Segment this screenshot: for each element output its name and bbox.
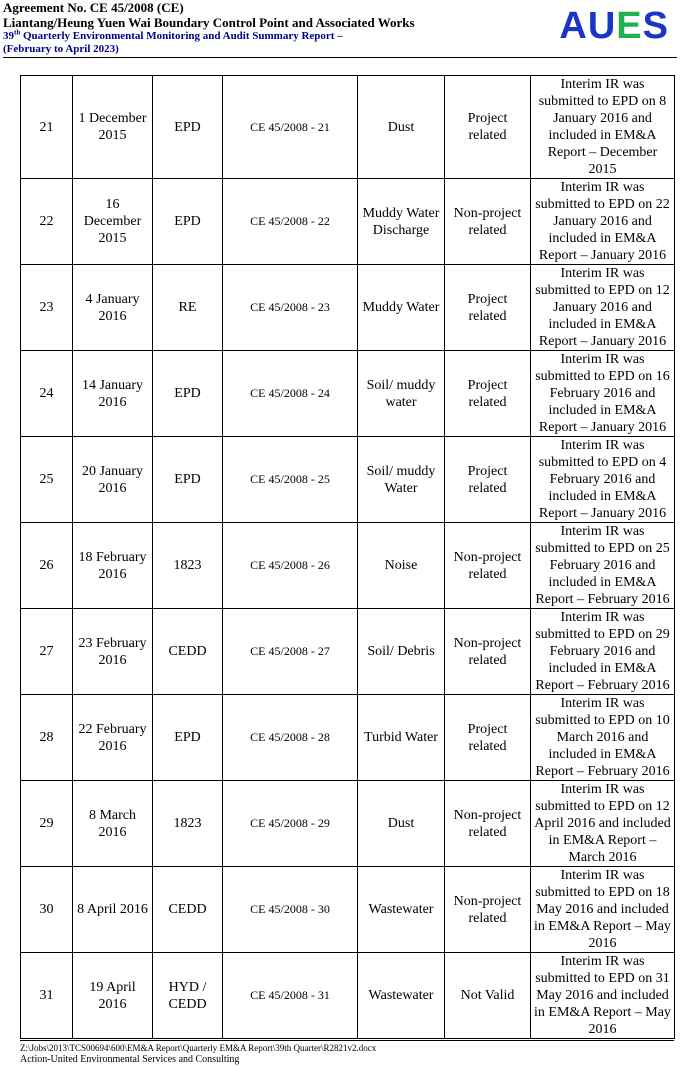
cell-date: 16 December 2015 <box>73 179 153 265</box>
cell-action: Interim IR was submitted to EPD on 8 January 2016 and included in EM&A Report – December 2015 <box>531 76 675 179</box>
cell-received-by: CEDD <box>153 609 223 695</box>
footer-divider <box>20 1040 674 1041</box>
cell-nature: Soil/ muddy Water <box>358 437 445 523</box>
table-row <box>21 437 675 523</box>
cell-number: 30 <box>21 867 73 953</box>
table-row <box>21 867 675 953</box>
cell-number: 25 <box>21 437 73 523</box>
cell-received-by: EPD <box>153 695 223 781</box>
cell-date: 8 April 2016 <box>73 867 153 953</box>
table-row <box>21 523 675 609</box>
cell-action: Interim IR was submitted to EPD on 10 March 2016 and included in EM&A Report – February 2016 <box>531 695 675 781</box>
cell-reference: CE 45/2008 - 28 <box>223 695 358 781</box>
cell-received-by: RE <box>153 265 223 351</box>
cell-number: 27 <box>21 609 73 695</box>
cell-action: Interim IR was submitted to EPD on 12 April 2016 and included in EM&A Report – March 2016 <box>531 781 675 867</box>
cell-nature: Muddy Water Discharge <box>358 179 445 265</box>
cell-received-by: HYD / CEDD <box>153 953 223 1039</box>
table-row <box>21 76 675 179</box>
cell-status: Non-project related <box>445 523 531 609</box>
cell-number: 28 <box>21 695 73 781</box>
document-header <box>3 0 677 58</box>
cell-status: Non-project related <box>445 867 531 953</box>
report-period: (February to April 2023) <box>3 43 119 55</box>
cell-reference: CE 45/2008 - 24 <box>223 351 358 437</box>
cell-received-by: EPD <box>153 437 223 523</box>
cell-status: Project related <box>445 437 531 523</box>
cell-status: Not Valid <box>445 953 531 1039</box>
cell-action: Interim IR was submitted to EPD on 22 January 2016 and included in EM&A Report – January 2016 <box>531 179 675 265</box>
cell-nature: Dust <box>358 781 445 867</box>
cell-action: Interim IR was submitted to EPD on 18 May 2016 and included in EM&A Report – May 2016 <box>531 867 675 953</box>
cell-date: 18 February 2016 <box>73 523 153 609</box>
cell-reference: CE 45/2008 - 25 <box>223 437 358 523</box>
cell-date: 14 January 2016 <box>73 351 153 437</box>
table-row <box>21 179 675 265</box>
cell-nature: Dust <box>358 76 445 179</box>
cell-nature: Wastewater <box>358 867 445 953</box>
cell-action: Interim IR was submitted to EPD on 29 February 2016 and included in EM&A Report – February 2016 <box>531 609 675 695</box>
cell-reference: CE 45/2008 - 26 <box>223 523 358 609</box>
cell-reference: CE 45/2008 - 27 <box>223 609 358 695</box>
cell-date: 23 February 2016 <box>73 609 153 695</box>
cell-received-by: 1823 <box>153 523 223 609</box>
cell-action: Interim IR was submitted to EPD on 31 May 2016 and included in EM&A Report – May 2016 <box>531 953 675 1039</box>
cell-received-by: EPD <box>153 351 223 437</box>
cell-nature: Soil/ Debris <box>358 609 445 695</box>
cell-date: 4 January 2016 <box>73 265 153 351</box>
header-divider <box>3 57 677 58</box>
cell-action: Interim IR was submitted to EPD on 4 February 2016 and included in EM&A Report – January 2016 <box>531 437 675 523</box>
cell-action: Interim IR was submitted to EPD on 25 February 2016 and included in EM&A Report – February 2016 <box>531 523 675 609</box>
cell-reference: CE 45/2008 - 30 <box>223 867 358 953</box>
cell-status: Non-project related <box>445 781 531 867</box>
table-row <box>21 609 675 695</box>
cell-reference: CE 45/2008 - 31 <box>223 953 358 1039</box>
cell-status: Project related <box>445 265 531 351</box>
table-row <box>21 953 675 1039</box>
cell-date: 8 March 2016 <box>73 781 153 867</box>
cell-number: 24 <box>21 351 73 437</box>
cell-nature: Muddy Water <box>358 265 445 351</box>
cell-received-by: EPD <box>153 179 223 265</box>
cell-number: 29 <box>21 781 73 867</box>
file-path: Z:\Jobs\2013\TCS00694\600\EM&A Report\Quarterly EM&A Report\39th Quarter\R2821v2.docx <box>20 1043 377 1053</box>
table-row <box>21 265 675 351</box>
cell-received-by: 1823 <box>153 781 223 867</box>
cell-action: Interim IR was submitted to EPD on 16 February 2016 and included in EM&A Report – January 2016 <box>531 351 675 437</box>
cell-number: 22 <box>21 179 73 265</box>
cell-received-by: CEDD <box>153 867 223 953</box>
document-footer <box>20 1040 674 1066</box>
cell-reference: CE 45/2008 - 21 <box>223 76 358 179</box>
cell-number: 26 <box>21 523 73 609</box>
project-title: Liantang/Heung Yuen Wai Boundary Control Point and Associated Works <box>3 15 415 30</box>
cell-received-by: EPD <box>153 76 223 179</box>
cell-reference: CE 45/2008 - 22 <box>223 179 358 265</box>
cell-nature: Noise <box>358 523 445 609</box>
agreement-number: Agreement No. CE 45/2008 (CE) <box>3 0 184 15</box>
company-name: Action-United Environmental Services and Consulting <box>20 1054 240 1065</box>
cell-status: Project related <box>445 76 531 179</box>
cell-number: 31 <box>21 953 73 1039</box>
cell-date: 22 February 2016 <box>73 695 153 781</box>
cell-number: 21 <box>21 76 73 179</box>
cell-date: 19 April 2016 <box>73 953 153 1039</box>
cell-status: Project related <box>445 351 531 437</box>
cell-reference: CE 45/2008 - 29 <box>223 781 358 867</box>
aues-logo: AUES <box>559 5 669 47</box>
cell-date: 1 December 2015 <box>73 76 153 179</box>
cell-reference: CE 45/2008 - 23 <box>223 265 358 351</box>
cell-status: Project related <box>445 695 531 781</box>
cell-nature: Wastewater <box>358 953 445 1039</box>
table-row <box>21 351 675 437</box>
table-row <box>21 781 675 867</box>
cell-action: Interim IR was submitted to EPD on 12 January 2016 and included in EM&A Report – January 2016 <box>531 265 675 351</box>
cell-number: 23 <box>21 265 73 351</box>
cell-nature: Soil/ muddy water <box>358 351 445 437</box>
table-row <box>21 695 675 781</box>
cell-nature: Turbid Water <box>358 695 445 781</box>
complaint-log-table <box>20 75 675 1039</box>
cell-status: Non-project related <box>445 609 531 695</box>
cell-date: 20 January 2016 <box>73 437 153 523</box>
cell-status: Non-project related <box>445 179 531 265</box>
report-title: 39th Quarterly Environmental Monitoring and Audit Summary Report – <box>3 28 343 42</box>
